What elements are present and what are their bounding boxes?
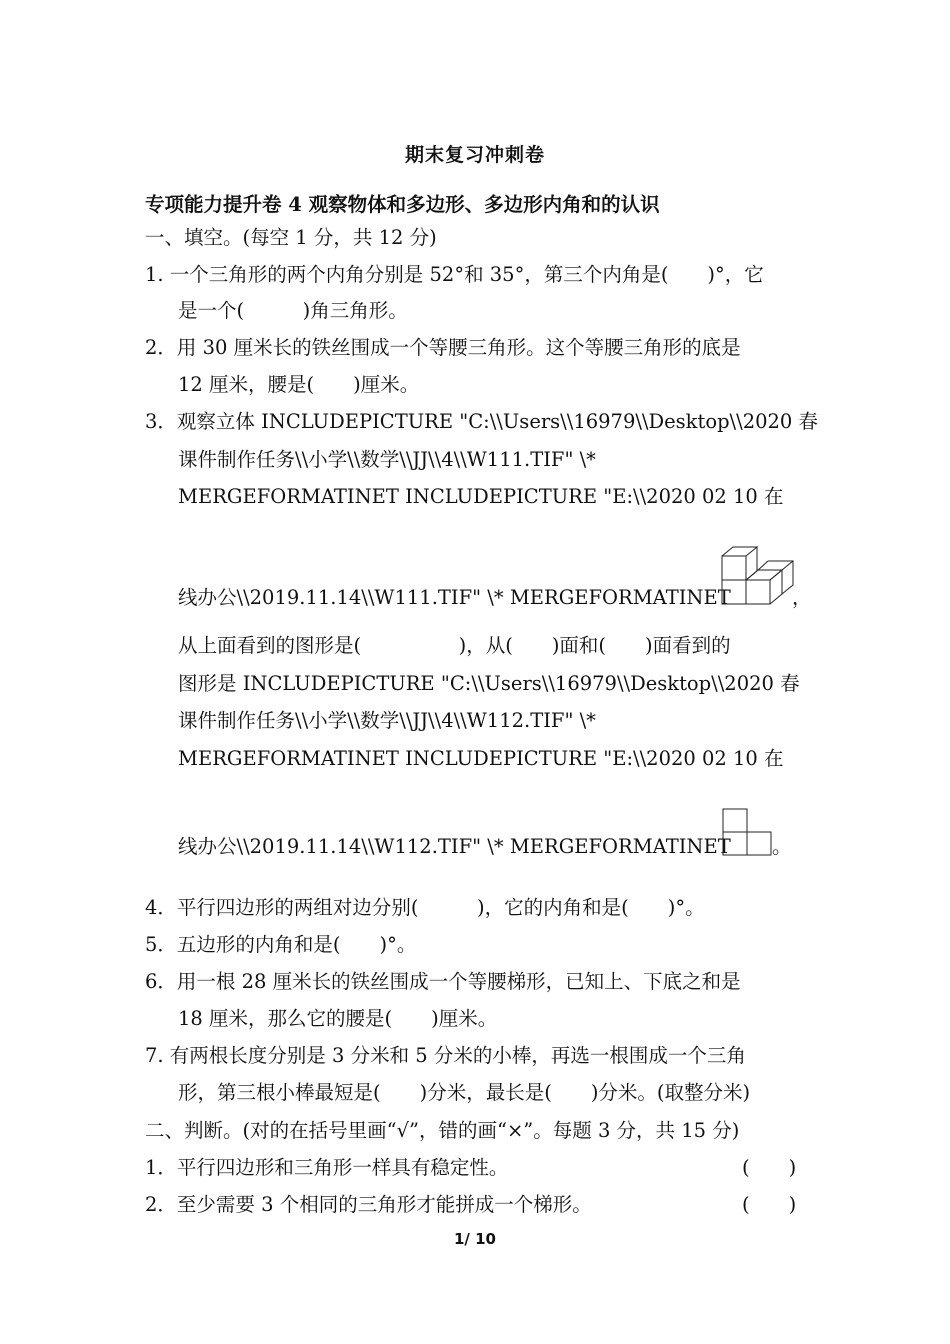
q6-line2: 18 厘米，那么它的腰是( )厘米。 — [178, 1007, 498, 1030]
page-subtitle: 专项能力提升卷 4 观察物体和多边形、多边形内角和的认识 — [145, 193, 660, 216]
q1-line1: 1. 一个三角形的两个内角分别是 52°和 35°，第三个内角是( )°，它 — [145, 263, 764, 286]
q7-line2: 形，第三根小棒最短是( )分米，最长是( )分米。(取整分米) — [178, 1081, 751, 1104]
q4: 4．平行四边形的两组对边分别( )，它的内角和是( )°。 — [145, 896, 705, 919]
q3-line6: 图形是 INCLUDEPICTURE "C:\\Users\\16979\\Desktop\\2020 春 — [178, 672, 800, 695]
judge-q2: 2．至少需要 3 个相同的三角形才能拼成一个梯形。 — [145, 1193, 592, 1216]
q3-line3: MERGEFORMATINET INCLUDEPICTURE "E:\\2020 02 10 在 — [178, 485, 784, 508]
q2-line1: 2．用 30 厘米长的铁丝围成一个等腰三角形。这个等腰三角形的底是 — [145, 336, 741, 359]
page-number: 1/ 10 — [453, 1230, 496, 1248]
q3-line5: 从上面看到的图形是( )，从( )面和( )面看到的 — [178, 634, 731, 657]
q2-line2: 12 厘米，腰是( )厘米。 — [178, 373, 420, 396]
q7-line1: 7. 有两根长度分别是 3 分米和 5 分米的小棒，再选一根围成一个三角 — [145, 1044, 746, 1067]
page-title: 期末复习冲刺卷 — [404, 144, 545, 166]
q3-line1: 3．观察立体 INCLUDEPICTURE "C:\\Users\\16979\\Desktop\\2020 春 — [145, 410, 819, 433]
q3-line7: 课件制作任务\\小学\\数学\\JJ\\4\\W112.TIF" \* — [178, 709, 596, 732]
q3-line8: MERGEFORMATINET INCLUDEPICTURE "E:\\2020 02 10 在 — [178, 747, 784, 770]
q5: 5．五边形的内角和是( )°。 — [145, 933, 417, 956]
judge-q1-answer[interactable]: ( ) — [742, 1156, 797, 1179]
judge-q1: 1．平行四边形和三角形一样具有稳定性。 — [145, 1156, 509, 1179]
section2-heading: 二、判断。(对的在括号里画“√”，错的画“×”。每题 3 分，共 15 分) — [145, 1119, 740, 1142]
q3-line4: 线办公\\2019.11.14\\W111.TIF" \* MERGEFORMATINET — [178, 586, 731, 609]
judge-q2-answer[interactable]: ( ) — [742, 1193, 797, 1216]
q3-comma: ， — [792, 586, 812, 609]
q1-line2: 是一个( )角三角形。 — [178, 299, 408, 322]
q3-period: 。 — [772, 835, 792, 858]
q6-line1: 6．用一根 28 厘米长的铁丝围成一个等腰梯形，已知上、下底之和是 — [145, 970, 741, 993]
view-figure — [722, 808, 774, 856]
section1-heading: 一、填空。(每空 1 分，共 12 分) — [145, 226, 437, 249]
cube-figure — [721, 546, 797, 606]
q3-line9: 线办公\\2019.11.14\\W112.TIF" \* MERGEFORMATINET — [178, 835, 731, 858]
q3-line2: 课件制作任务\\小学\\数学\\JJ\\4\\W111.TIF" \* — [178, 448, 596, 471]
